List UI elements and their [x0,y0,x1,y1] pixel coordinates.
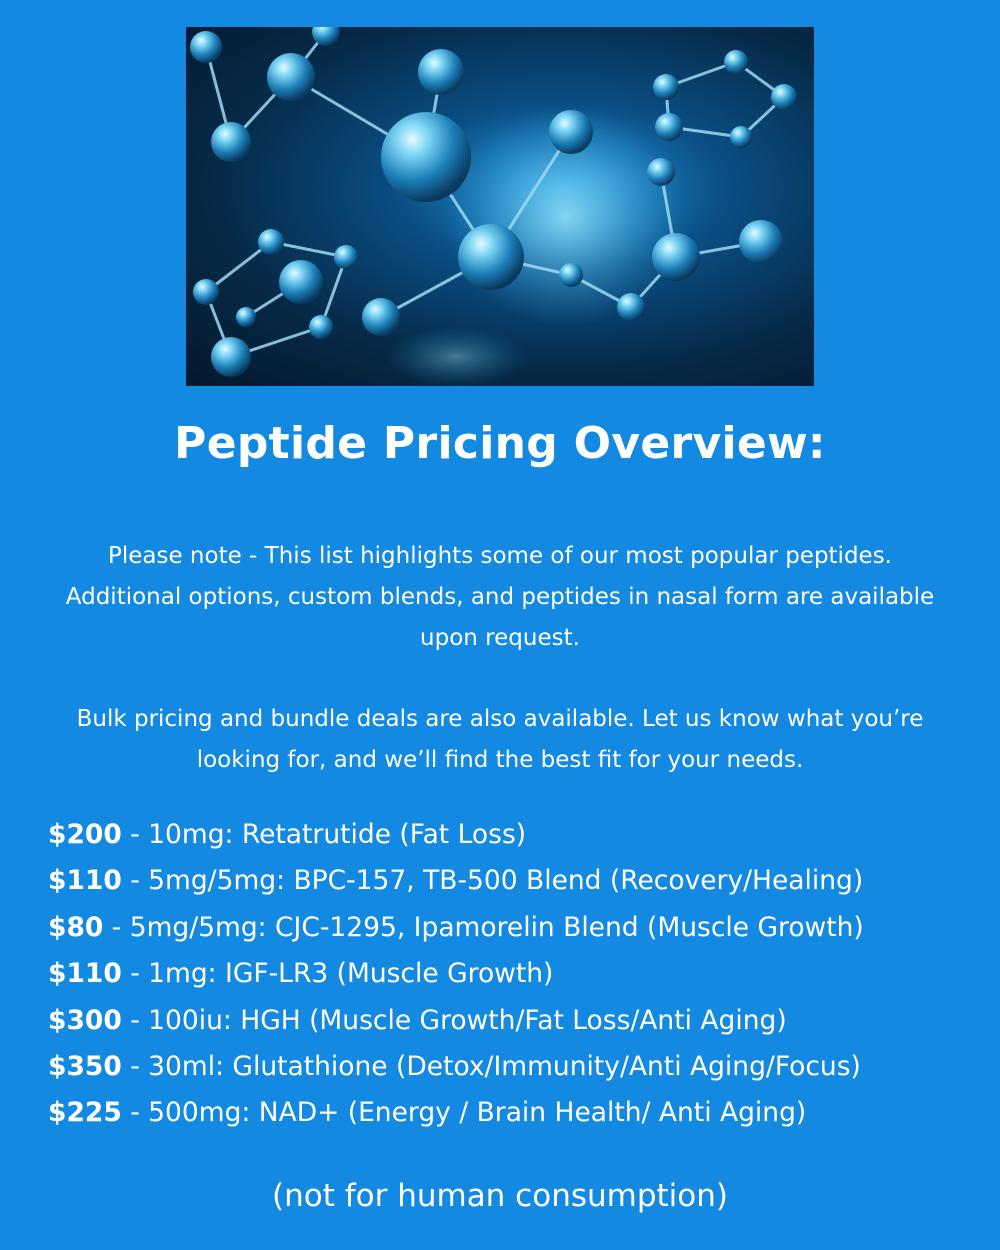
price-item [48,905,864,951]
price-item [48,858,864,904]
price-description: - 100iu: HGH (Muscle Growth/Fat Loss/Anti Aging) [121,1004,787,1036]
price-description: - 30ml: Glutathione (Detox/Immunity/Anti Aging/Focus) [121,1051,861,1083]
bulk-pricing-note: Bulk pricing and bundle deals are also available. Let us know what you’re looking for, and we’ll find the best fit for your needs. [76,706,924,773]
price-value: $225 [48,1097,122,1129]
molecule-illustration-icon [186,27,814,386]
price-description: - 5mg/5mg: CJC-1295, Ipamorelin Blend (Muscle Growth) [103,911,864,943]
price-list [48,812,864,1137]
price-value: $80 [48,911,104,943]
price-description: - 1mg: IGF-LR3 (Muscle Growth) [121,958,554,990]
hero-molecule-image [186,27,814,386]
price-item [48,1044,864,1090]
price-value: $110 [48,958,122,990]
price-value: $350 [48,1051,122,1083]
page-title: Peptide Pricing Overview: [174,418,826,469]
price-item [48,812,864,858]
disclaimer: (not for human consumption) [272,1178,728,1214]
price-item [48,998,864,1044]
price-description: - 5mg/5mg: BPC-157, TB-500 Blend (Recovery/Healing) [121,865,864,897]
price-value: $110 [48,865,122,897]
price-item [48,1090,864,1136]
price-value: $300 [48,1004,122,1036]
price-item [48,951,864,997]
price-description: - 10mg: Retatrutide (Fat Loss) [121,819,527,850]
price-value: $200 [48,819,122,850]
availability-note: Please note - This list highlights some of our most popular peptides. Additional options, custom blends, and peptides in nasal form are available upon request. [65,543,935,651]
price-description: - 500mg: NAD+ (Energy / Brain Health/ Anti Aging) [121,1097,807,1129]
